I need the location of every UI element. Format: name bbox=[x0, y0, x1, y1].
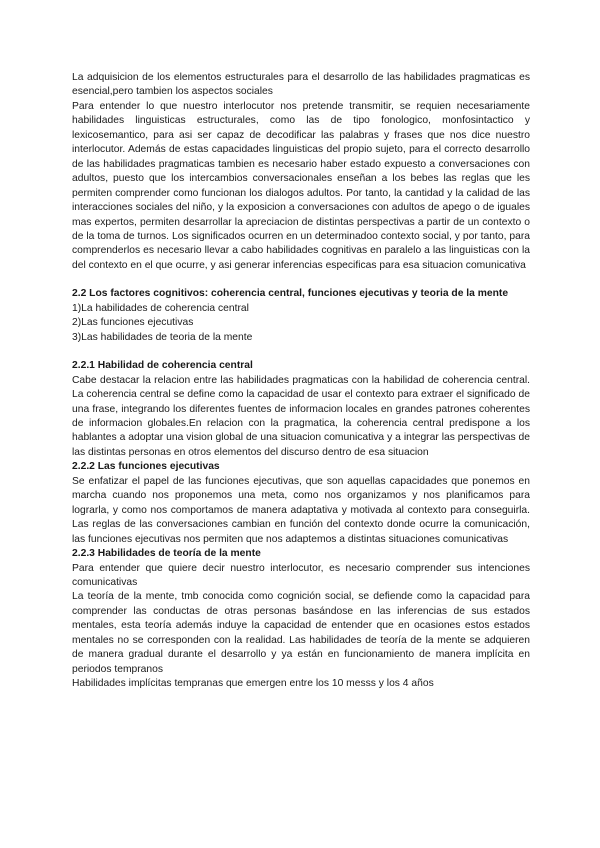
section-2-2-3-paragraph-2: La teoría de la mente, tmb conocida como cognición social, se defiende como la capacidad para comprender las conductas de otras personas basándose en las inferencias de sus estados mentales, esta teoría además induye la capacidad de entender que en ocasiones estos estados mentales no se corresponden con la realidad. Las habilidades de teoría de la mente se adquieren de manera gradual durante el desarrollo y ya están en funcionamiento de manera implícita en periodos tempranos bbox=[72, 591, 530, 675]
spacer bbox=[72, 273, 530, 287]
section-2-2-2-heading: 2.2.2 Las funciones ejecutivas bbox=[72, 461, 220, 473]
list-item: 3)Las habilidades de teoria de la mente bbox=[72, 331, 253, 343]
intro-paragraph-1: La adquisicion de los elementos estructurales para el desarrollo de las habilidades pragmaticas es esencial,pero tambien los aspectos sociales bbox=[72, 72, 530, 98]
section-2-2-3-paragraph-1: Para entender que quiere decir nuestro interlocutor, es necesario comprender sus intenciones comunicativas bbox=[72, 562, 530, 588]
section-2-2-3-heading: 2.2.3 Habilidades de teoría de la mente bbox=[72, 548, 261, 560]
section-2-2-1-heading: 2.2.1 Habilidad de coherencia central bbox=[72, 360, 253, 372]
spacer bbox=[72, 345, 530, 359]
intro-paragraph-2: Para entender lo que nuestro interlocutor nos pretende transmitir, se requien necesariamente habilidades linguisticas estructurales, como las de tipo fonologico, monfosintactico y lexicosemantico, para asi ser capaz de decodificar las palabras y frases que nos dice nuestro interlocutor. Además de estas capacidades linguisticas del propio sujeto, para el correcto desarrollo de las habilidades pragmaticas tambien es necesario haber estado expuesto a conversaciones con adultos, puesto que los intercambios conversacionales enseñan a los bebes las reglas que les permiten comprender como funcionan los dialogos adultos. Por tanto, la cantidad y la calidad de las interacciones sociales del niño, y la exposicion a conversaciones con adultos de apego o de iguales mas expertos, permiten desarrollar la apreciacion de distintas perspectivas a partir de un contexto o de la toma de turnos. Los significados ocurren en un determinadoo contexto social, y por tanto, para comprenderlos es necesario llevar a cabo habilidades cognitivas en paralelo a las linguisticas con la del contexto en el que ocurre, y asi generar inferencias especificas para esa situacion comunicativa bbox=[72, 100, 530, 271]
section-2-2-heading: 2.2 Los factores cognitivos: coherencia central, funciones ejecutivas y teoria de la mente bbox=[72, 288, 509, 300]
section-2-2-2-text: Se enfatizar el papel de las funciones ejecutivas, que son aquellas capacidades que ponemos en marcha cuando nos proponemos una meta, como nos organizamos y nos planificamos para lograrla, y como nos comportamos de manera adaptativa y motivada al contexto para conseguirla. Las reglas de las conversaciones cambian en función del contexto donde ocurre la comunicación, las funciones ejecutivas nos permiten que nos adaptemos a distintas situaciones comunicativas bbox=[72, 475, 530, 545]
list-item: 1)La habilidades de coherencia central bbox=[72, 302, 249, 314]
section-2-2-1-text: Cabe destacar la relacion entre las habilidades pragmaticas con la habilidad de coherencia central. La coherencia central se define como la capacidad de usar el contexto para extraer el significado de una frase, integrando los diferentes fuentes de informacion locales en grandes patrones coherentes de informacion globales.En relacion con la pragmatica, la coherencia central predispone a los hablantes a adoptar una vision global de una situacion comunicativa y a integrar las perspectivas de las distintas personas en otros elementos del discurso dentro de esa situacion bbox=[72, 374, 530, 458]
cognitive-factors-list bbox=[72, 302, 530, 345]
section-2-2-3-paragraph-3: Habilidades implícitas tempranas que emergen entre los 10 messs y los 4 años bbox=[72, 678, 434, 690]
document-page bbox=[72, 71, 530, 692]
list-item: 2)Las funciones ejecutivas bbox=[72, 317, 194, 329]
